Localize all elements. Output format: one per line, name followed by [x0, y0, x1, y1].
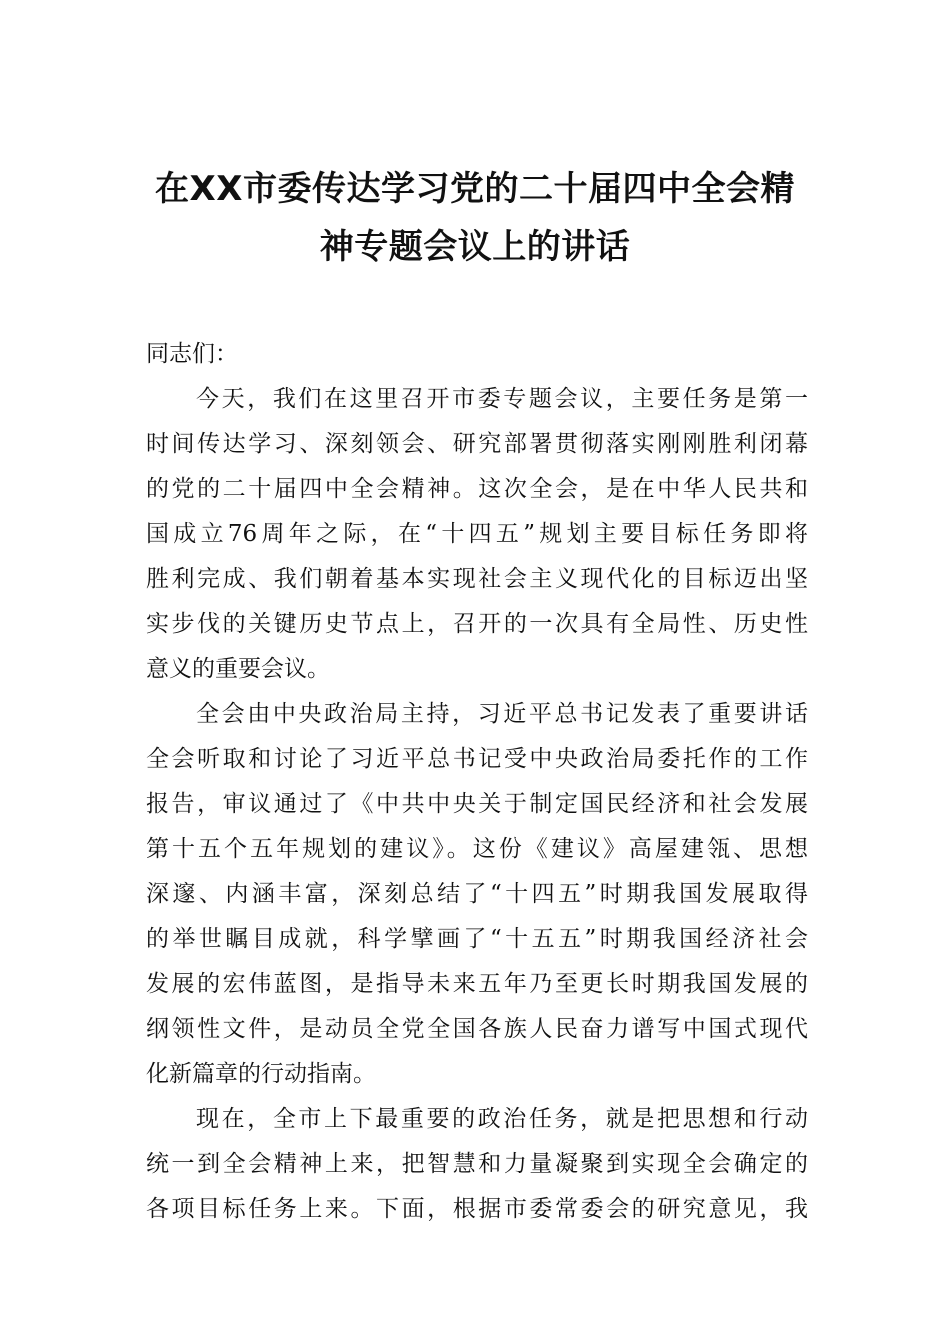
salutation: 同志们：	[146, 341, 238, 367]
paragraph-line: 发展的宏伟蓝图，是指导未来五年乃至更长时期我国发展的	[146, 971, 808, 997]
paragraph-line: 各项目标任务上来。下面，根据市委常委会的研究意见，我	[146, 1196, 808, 1222]
paragraph-line: 全会由中央政治局主持，习近平总书记发表了重要讲话	[196, 701, 808, 727]
paragraph-line: 全会听取和讨论了习近平总书记受中央政治局委托作的工作	[146, 746, 808, 772]
paragraph-1	[146, 377, 808, 692]
paragraph-line: 今天，我们在这里召开市委专题会议，主要任务是第一	[196, 386, 808, 412]
document-title	[140, 160, 810, 276]
paragraph-line: 国成立76周年之际，在“十四五”规划主要目标任务即将	[146, 521, 808, 547]
title-line: 在XX市委传达学习党的二十届四中全会精	[155, 169, 795, 209]
paragraph-line: 化新篇章的行动指南。	[146, 1061, 376, 1087]
paragraph-line: 统一到全会精神上来，把智慧和力量凝聚到实现全会确定的	[146, 1151, 808, 1177]
title-line: 神专题会议上的讲话	[319, 227, 631, 267]
document-body	[146, 332, 808, 1232]
paragraph-3	[146, 1097, 808, 1232]
paragraph-line: 时间传达学习、深刻领会、研究部署贯彻落实刚刚胜利闭幕	[146, 431, 808, 457]
paragraph-line: 深邃、内涵丰富，深刻总结了“十四五”时期我国发展取得	[146, 881, 808, 907]
paragraph-line: 意义的重要会议。	[146, 656, 330, 682]
paragraph-2	[146, 692, 808, 1097]
paragraph-line: 纲领性文件，是动员全党全国各族人民奋力谱写中国式现代	[146, 1016, 808, 1042]
paragraph-line: 的举世瞩目成就，科学擘画了“十五五”时期我国经济社会	[146, 926, 808, 952]
paragraph-line: 实步伐的关键历史节点上，召开的一次具有全局性、历史性	[146, 611, 808, 637]
paragraph-line: 第十五个五年规划的建议》。这份《建议》高屋建瓴、思想	[146, 836, 808, 862]
paragraph-line: 报告，审议通过了《中共中央关于制定国民经济和社会发展	[146, 791, 808, 817]
paragraph-line: 胜利完成、我们朝着基本实现社会主义现代化的目标迈出坚	[146, 566, 808, 592]
paragraph-line: 现在，全市上下最重要的政治任务，就是把思想和行动	[196, 1106, 808, 1132]
paragraph-line: 的党的二十届四中全会精神。这次全会，是在中华人民共和	[146, 476, 808, 502]
